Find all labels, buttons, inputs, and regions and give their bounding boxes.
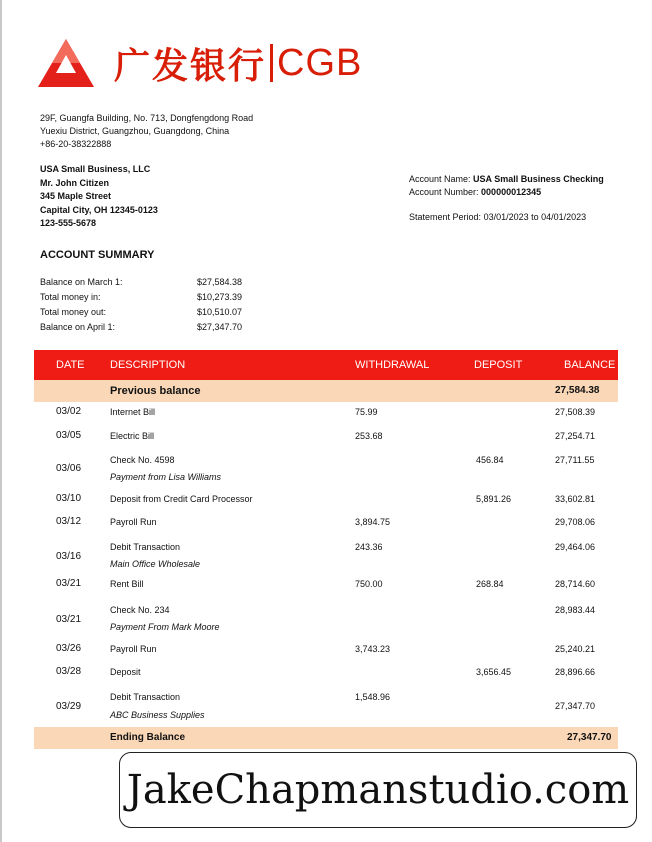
row-withdrawal: 3,743.23	[355, 644, 391, 654]
row-date: 03/05	[56, 430, 82, 441]
table-row	[34, 448, 618, 488]
table-row	[34, 637, 618, 660]
bank-address	[40, 112, 253, 151]
cgb-logo-icon	[36, 37, 96, 89]
row-date: 03/29	[56, 701, 82, 712]
summary-value: $27,347.70	[197, 322, 243, 332]
row-description: Check No. 234	[110, 605, 170, 615]
row-balance: 29,464.06	[555, 542, 596, 552]
header-date: DATE	[56, 359, 85, 371]
ending-balance-row	[34, 727, 618, 749]
table-row	[34, 534, 618, 574]
row-date: 03/16	[56, 551, 82, 562]
account-details	[409, 173, 604, 199]
row-deposit: 3,656.45	[476, 667, 512, 677]
row-balance: 28,983.44	[555, 605, 596, 615]
bank-name-en: CGB	[277, 41, 363, 84]
summary-value: $10,510.07	[197, 307, 243, 317]
summary-label: Balance on March 1:	[40, 277, 123, 287]
row-balance: 27,347.70	[555, 701, 596, 711]
row-description: Deposit	[110, 667, 141, 677]
account-summary	[40, 275, 242, 335]
summary-value: $10,273.39	[197, 292, 243, 302]
row-deposit: 5,891.26	[476, 494, 512, 504]
statement-period-value: 03/01/2023 to 04/01/2023	[483, 212, 587, 222]
summary-label: Total money in:	[40, 292, 101, 302]
row-description: Debit Transaction	[110, 542, 181, 552]
account-name-label: Account Name:	[409, 174, 471, 184]
table-row	[34, 660, 618, 683]
row-subdescription: ABC Business Supplies	[110, 710, 205, 720]
row-withdrawal: 1,548.96	[355, 692, 391, 702]
row-balance: 28,896.66	[555, 667, 596, 677]
summary-label: Total money out:	[40, 307, 107, 317]
statement-period-label: Statement Period:	[409, 212, 482, 222]
row-date: 03/21	[56, 614, 82, 625]
address-phone: +86-20-38322888	[40, 139, 112, 149]
row-subdescription: Payment from Lisa Williams	[110, 472, 221, 482]
customer-city: Capital City, OH 12345-0123	[40, 204, 158, 215]
account-number-value: 000000012345	[481, 187, 542, 197]
row-description: Check No. 4598	[110, 455, 175, 465]
row-description: Rent Bill	[110, 579, 144, 589]
header-description: DESCRIPTION	[110, 359, 186, 371]
row-date: 03/02	[56, 406, 82, 417]
row-withdrawal: 243.36	[355, 542, 383, 552]
bank-name-cn: 广发银行	[114, 45, 267, 87]
row-date: 03/12	[56, 516, 82, 527]
summary-label: Balance on April 1:	[40, 322, 116, 332]
customer-name: Mr. John Citizen	[40, 177, 110, 188]
table-row	[34, 425, 618, 448]
watermark-banner: JakeChapmanstudio.com	[119, 752, 637, 828]
row-description: Debit Transaction	[110, 692, 181, 702]
page-left-border	[0, 0, 2, 842]
ending-balance-label: Ending Balance	[110, 732, 186, 743]
address-line: Yuexiu District, Guangzhou, Guangdong, China	[40, 126, 230, 136]
account-name-value: USA Small Business Checking	[473, 174, 604, 184]
row-balance: 33,602.81	[555, 494, 596, 504]
table-row	[34, 683, 618, 727]
row-date: 03/26	[56, 643, 82, 654]
statement-period	[409, 212, 586, 222]
row-description: Electric Bill	[110, 431, 155, 441]
row-withdrawal: 750.00	[355, 579, 383, 589]
row-deposit: 456.84	[476, 455, 504, 465]
table-row	[34, 402, 618, 425]
row-date: 03/28	[56, 666, 82, 677]
row-subdescription: Payment From Mark Moore	[110, 622, 220, 632]
logo-separator	[270, 44, 273, 82]
summary-value: $27,584.38	[197, 277, 243, 287]
header-balance: BALANCE	[564, 359, 616, 371]
header-deposit: DEPOSIT	[474, 359, 523, 371]
bank-logo	[36, 36, 362, 90]
row-deposit: 268.84	[476, 579, 504, 589]
row-balance: 27,711.55	[555, 455, 595, 465]
previous-balance-value: 27,584.38	[555, 385, 600, 396]
row-balance: 25,240.21	[555, 644, 596, 654]
header-withdrawal: WITHDRAWAL	[355, 359, 430, 371]
table-row	[34, 511, 618, 534]
customer-street: 345 Maple Street	[40, 191, 112, 201]
row-balance: 28,714.60	[555, 579, 596, 589]
row-date: 03/06	[56, 463, 82, 474]
row-description: Payroll Run	[110, 517, 157, 527]
table-row	[34, 488, 618, 511]
table-row	[34, 597, 618, 637]
row-date: 03/21	[56, 578, 82, 589]
previous-balance-row	[34, 380, 618, 402]
row-date: 03/10	[56, 493, 82, 504]
address-line: 29F, Guangfa Building, No. 713, Dongfengdong Road	[40, 113, 254, 123]
table-row	[34, 574, 618, 597]
customer-company: USA Small Business, LLC	[40, 164, 151, 174]
row-withdrawal: 3,894.75	[355, 517, 391, 527]
row-withdrawal: 75.99	[355, 407, 378, 417]
row-description: Payroll Run	[110, 644, 157, 654]
row-balance: 27,254.71	[555, 431, 596, 441]
ending-balance-value: 27,347.70	[567, 732, 612, 743]
row-withdrawal: 253.68	[355, 431, 383, 441]
row-description: Deposit from Credit Card Processor	[110, 494, 253, 504]
transactions-table	[34, 350, 618, 727]
row-balance: 27,508.39	[555, 407, 596, 417]
account-summary-title: ACCOUNT SUMMARY	[40, 249, 155, 261]
row-description: Internet Bill	[110, 407, 156, 417]
customer-phone: 123-555-5678	[40, 218, 97, 228]
table-header	[34, 350, 618, 380]
account-number-label: Account Number:	[409, 187, 479, 197]
row-subdescription: Main Office Wholesale	[110, 559, 201, 569]
customer-info	[40, 163, 158, 231]
previous-balance-label: Previous balance	[110, 385, 201, 397]
row-balance: 29,708.06	[555, 517, 596, 527]
